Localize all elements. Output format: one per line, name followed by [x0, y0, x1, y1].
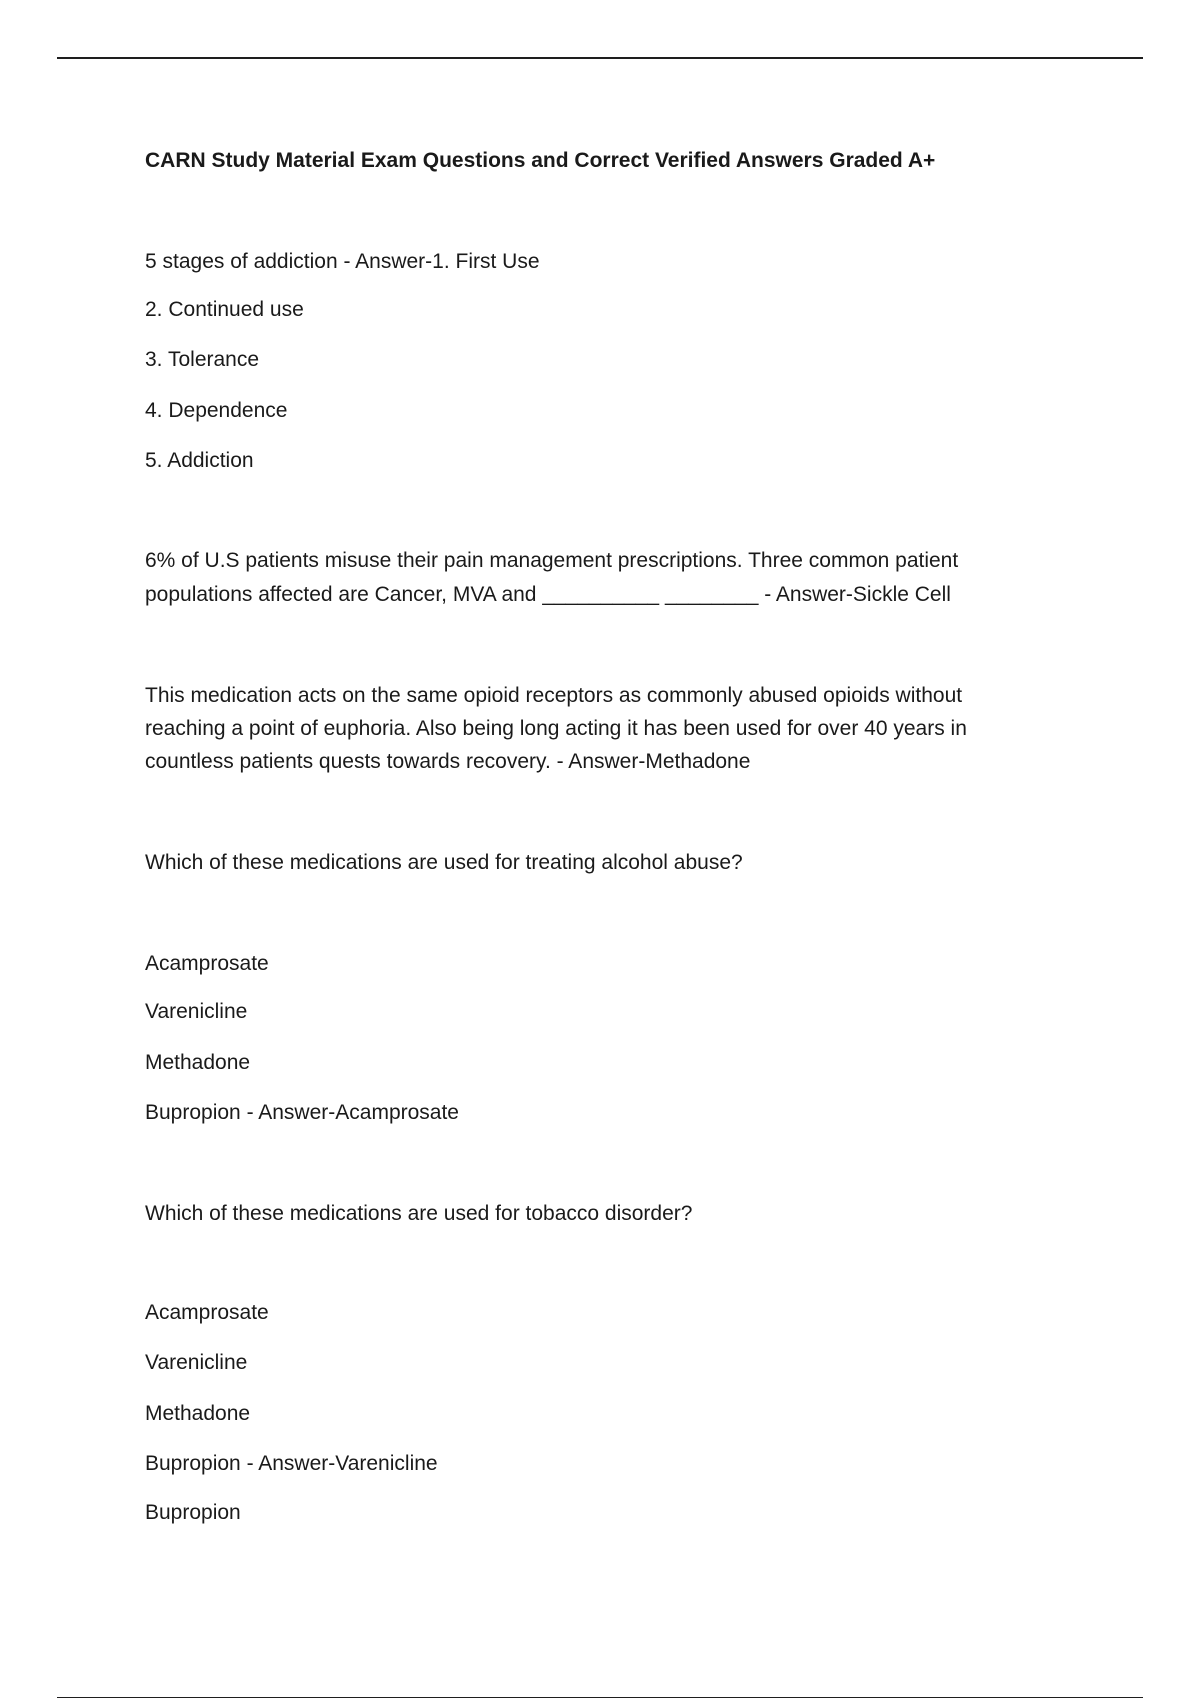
text-line: 4. Dependence: [145, 399, 288, 422]
text-line: Bupropion - Answer-Acamprosate: [145, 1101, 459, 1124]
text-line: countless patients quests towards recovery. - Answer-Methadone: [145, 750, 751, 773]
text-line: 5. Addiction: [145, 449, 254, 472]
text-line: 2. Continued use: [145, 298, 304, 321]
text-line: 6% of U.S patients misuse their pain management prescriptions. Three common patient: [145, 549, 959, 572]
text-line: Varenicline: [145, 1000, 248, 1023]
text-line: This medication acts on the same opioid receptors as commonly abused opioids without: [145, 684, 963, 707]
text-line: populations affected are Cancer, MVA and __________ ________ - Answer-Sickle Cell: [145, 583, 951, 606]
footer-rule: [57, 1697, 1143, 1698]
text-line: Acamprosate: [145, 1301, 269, 1324]
text-line: Methadone: [145, 1402, 251, 1425]
text-line: Which of these medications are used for treating alcohol abuse?: [145, 851, 743, 874]
header-rule: [57, 57, 1143, 59]
document-title: CARN Study Material Exam Questions and Correct Verified Answers Graded A+: [145, 149, 936, 172]
text-line: 5 stages of addiction - Answer-1. First Use: [145, 250, 540, 273]
text-line: Bupropion: [145, 1501, 241, 1524]
text-line: 3. Tolerance: [145, 348, 260, 371]
text-line: Acamprosate: [145, 952, 269, 975]
text-line: Varenicline: [145, 1351, 248, 1374]
text-line: Which of these medications are used for tobacco disorder?: [145, 1202, 693, 1225]
text-line: Methadone: [145, 1051, 251, 1074]
text-line: Bupropion - Answer-Varenicline: [145, 1452, 438, 1475]
text-line: reaching a point of euphoria. Also being long acting it has been used for over 40 years in: [145, 717, 967, 740]
